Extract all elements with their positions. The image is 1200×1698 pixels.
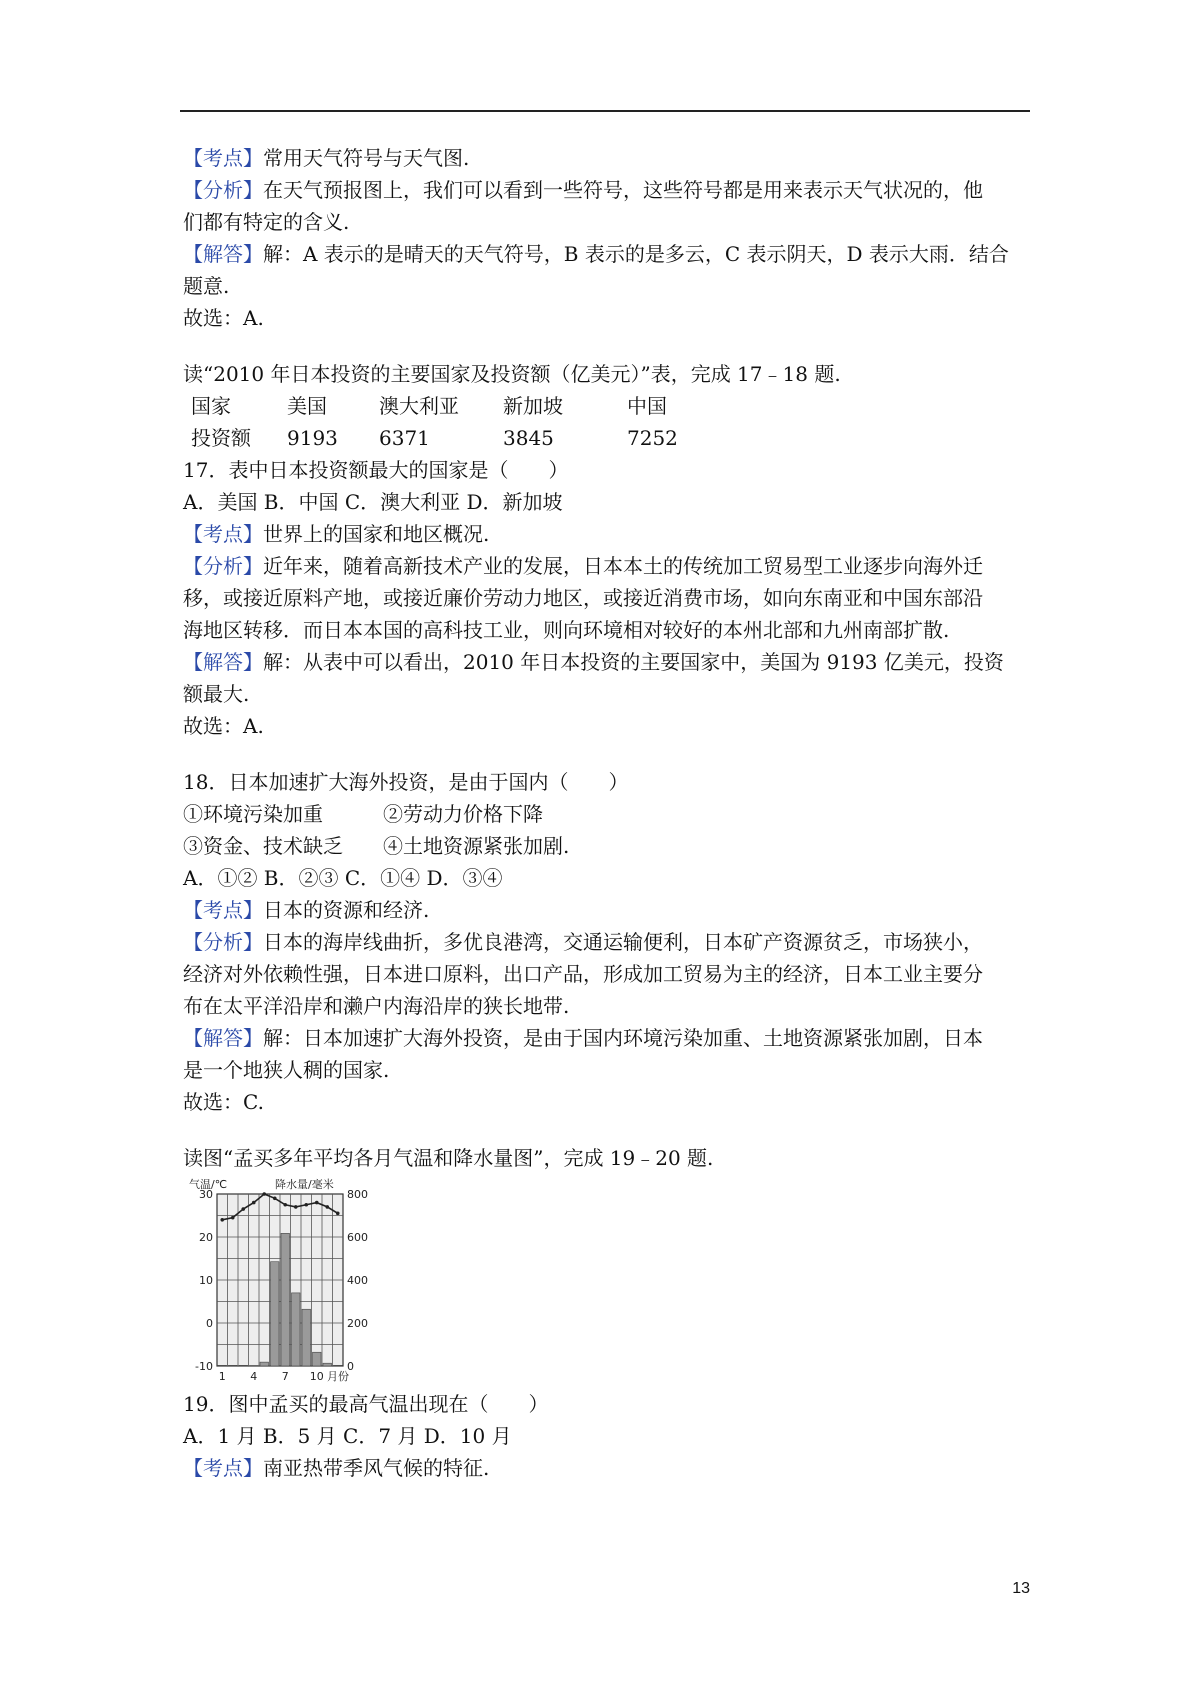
text-line xyxy=(183,1054,1033,1086)
text-line xyxy=(183,646,1033,678)
y-tick-label: 0 xyxy=(206,1317,213,1330)
precipitation-bar xyxy=(302,1309,311,1366)
temperature-point xyxy=(273,1197,277,1201)
precipitation-bar xyxy=(260,1362,269,1366)
table-data-row xyxy=(183,422,1033,454)
temperature-point xyxy=(262,1192,266,1196)
text-line xyxy=(183,958,1033,990)
x-axis-label: 月份 xyxy=(327,1370,349,1383)
text-line xyxy=(183,766,1033,798)
section-tag: 【考点】 xyxy=(183,146,263,170)
line-text: 日本的资源和经济. xyxy=(263,898,430,922)
line-text: 南亚热带季风气候的特征. xyxy=(263,1456,490,1480)
line-text: 移，或接近原料产地，或接近廉价劳动力地区，或接近消费市场，如向东南亚和中国东部沿 xyxy=(183,586,983,610)
line-text: 解：A 表示的是晴天的天气符号，B 表示的是多云，C 表示阴天，D 表示大雨．结合 xyxy=(263,242,1009,266)
table-cell: 7252 xyxy=(627,426,678,450)
y-tick-label: 10 xyxy=(199,1274,213,1287)
temperature-point xyxy=(304,1203,308,1207)
temperature-point xyxy=(220,1218,224,1222)
precipitation-bar xyxy=(323,1363,332,1366)
text-line xyxy=(183,990,1033,1022)
line-text: A．①② B．②③ C．①④ D．③④ xyxy=(183,866,503,890)
text-line xyxy=(183,174,1033,206)
table-cell: 国家 xyxy=(191,394,231,418)
line-text: 故选：A. xyxy=(183,714,264,738)
temperature-point xyxy=(315,1201,319,1205)
table-cell: 澳大利亚 xyxy=(379,394,459,418)
line-text: 故选：C. xyxy=(183,1090,264,1114)
y2-axis-label: 降水量/毫米 xyxy=(275,1178,334,1191)
temperature-point xyxy=(252,1201,256,1205)
text-line xyxy=(183,582,1033,614)
document-body xyxy=(183,142,1033,1484)
y2-tick-label: 800 xyxy=(347,1188,368,1201)
text-line xyxy=(183,550,1033,582)
x-tick-label: 10 xyxy=(309,1370,324,1383)
text-line xyxy=(183,1086,1033,1118)
text-line xyxy=(183,1022,1033,1054)
section-tag: 【分析】 xyxy=(183,930,263,954)
y2-tick-label: 0 xyxy=(347,1360,354,1373)
header-rule xyxy=(180,110,1030,112)
line-text: 布在太平洋沿岸和濑户内海沿岸的狭长地带. xyxy=(183,994,570,1018)
line-text: 解：从表中可以看出，2010 年日本投资的主要国家中，美国为 9193 亿美元，投资 xyxy=(263,650,1004,674)
chart-svg xyxy=(187,1176,397,1386)
line-text: 海地区转移．而日本本国的高科技工业，则向环境相对较好的本州北部和九州南部扩散. xyxy=(183,618,950,642)
table-cell: 9193 xyxy=(287,426,338,450)
line-text: 世界上的国家和地区概况. xyxy=(263,522,490,546)
text-line xyxy=(183,142,1033,174)
line-text: 19．图中孟买的最高气温出现在（ ） xyxy=(183,1392,549,1416)
x-tick-label: 1 xyxy=(218,1370,226,1383)
temperature-point xyxy=(325,1205,329,1209)
y2-tick-label: 600 xyxy=(347,1231,368,1244)
table-header-row xyxy=(183,390,1033,422)
line-text: 额最大. xyxy=(183,682,250,706)
text-line xyxy=(183,862,1033,894)
precipitation-bar xyxy=(271,1262,280,1366)
table-cell: 美国 xyxy=(287,394,327,418)
paragraph-gap xyxy=(183,742,1033,766)
table-cell: 中国 xyxy=(627,394,667,418)
line-text: 题意. xyxy=(183,274,230,298)
precipitation-bar xyxy=(218,1365,227,1366)
temperature-point xyxy=(231,1216,235,1220)
investment-table xyxy=(183,390,1033,454)
temperature-point xyxy=(283,1203,287,1207)
text-line xyxy=(183,926,1033,958)
table-cell: 新加坡 xyxy=(503,394,563,418)
text-line xyxy=(183,206,1033,238)
precipitation-bar xyxy=(229,1365,238,1366)
line-text: 18．日本加速扩大海外投资，是由于国内（ ） xyxy=(183,770,629,794)
line-text: ③资金、技术缺乏 ④土地资源紧张加剧. xyxy=(183,834,570,858)
section-tag: 【解答】 xyxy=(183,1026,263,1050)
climate-chart xyxy=(187,1176,397,1386)
text-line xyxy=(183,518,1033,550)
page-number: 13 xyxy=(1012,1580,1030,1597)
y2-tick-label: 400 xyxy=(347,1274,368,1287)
line-text: 近年来，随着高新技术产业的发展，日本本土的传统加工贸易型工业逐步向海外迁 xyxy=(263,554,983,578)
line-text: A．美国 B．中国 C．澳大利亚 D．新加坡 xyxy=(183,490,563,514)
text-line xyxy=(183,302,1033,334)
section-tag: 【解答】 xyxy=(183,650,263,674)
y-tick-label: 30 xyxy=(199,1188,213,1201)
paragraph-gap xyxy=(183,1118,1033,1142)
y-tick-label: -10 xyxy=(195,1360,213,1373)
table-cell: 3845 xyxy=(503,426,554,450)
line-text: 故选：A. xyxy=(183,306,264,330)
text-line xyxy=(183,358,1033,390)
text-line xyxy=(183,830,1033,862)
temperature-point xyxy=(294,1205,298,1209)
table-cell: 6371 xyxy=(379,426,430,450)
paragraph-gap xyxy=(183,334,1033,358)
section-tag: 【考点】 xyxy=(183,898,263,922)
text-line xyxy=(183,678,1033,710)
temperature-point xyxy=(336,1212,340,1216)
y-axis-label: 气温/℃ xyxy=(189,1178,228,1191)
line-text: 读“2010 年日本投资的主要国家及投资额（亿美元）”表，完成 17﹣18 题. xyxy=(183,362,841,386)
x-tick-label: 4 xyxy=(250,1370,258,1383)
precipitation-bar xyxy=(334,1365,343,1366)
text-line xyxy=(183,1420,1033,1452)
line-text: 解：日本加速扩大海外投资，是由于国内环境污染加重、土地资源紧张加剧，日本 xyxy=(263,1026,983,1050)
temperature-point xyxy=(241,1207,245,1211)
text-line xyxy=(183,270,1033,302)
table-cell: 投资额 xyxy=(191,426,251,450)
line-text: 在天气预报图上，我们可以看到一些符号，这些符号都是用来表示天气状况的，他 xyxy=(263,178,983,202)
y-tick-label: 20 xyxy=(199,1231,213,1244)
precipitation-bar xyxy=(292,1293,301,1366)
section-tag: 【考点】 xyxy=(183,1456,263,1480)
line-text: 读图“孟买多年平均各月气温和降水量图”，完成 19﹣20 题. xyxy=(183,1146,714,1170)
line-text: 常用天气符号与天气图. xyxy=(263,146,470,170)
text-line xyxy=(183,710,1033,742)
section-tag: 【分析】 xyxy=(183,178,263,202)
precipitation-bar xyxy=(281,1233,290,1366)
line-text: 是一个地狭人稠的国家. xyxy=(183,1058,390,1082)
text-line xyxy=(183,614,1033,646)
line-text: 经济对外依赖性强，日本进口原料，出口产品，形成加工贸易为主的经济，日本工业主要分 xyxy=(183,962,983,986)
line-text: 们都有特定的含义. xyxy=(183,210,350,234)
line-text: A．1 月 B．5 月 C．7 月 D．10 月 xyxy=(183,1424,512,1448)
text-line xyxy=(183,894,1033,926)
line-text: 日本的海岸线曲折，多优良港湾，交通运输便利，日本矿产资源贫乏，市场狭小， xyxy=(263,930,983,954)
line-text: 17．表中日本投资额最大的国家是（ ） xyxy=(183,458,569,482)
line-text: ①环境污染加重 ②劳动力价格下降 xyxy=(183,802,543,826)
text-line xyxy=(183,1388,1033,1420)
text-line xyxy=(183,1452,1033,1484)
section-tag: 【分析】 xyxy=(183,554,263,578)
section-tag: 【考点】 xyxy=(183,522,263,546)
text-line xyxy=(183,238,1033,270)
text-line xyxy=(183,454,1033,486)
text-line xyxy=(183,798,1033,830)
precipitation-bar xyxy=(239,1365,248,1366)
x-tick-label: 7 xyxy=(281,1370,289,1383)
y2-tick-label: 200 xyxy=(347,1317,368,1330)
section-tag: 【解答】 xyxy=(183,242,263,266)
text-line xyxy=(183,486,1033,518)
precipitation-bar xyxy=(313,1352,322,1366)
text-line xyxy=(183,1142,1033,1174)
